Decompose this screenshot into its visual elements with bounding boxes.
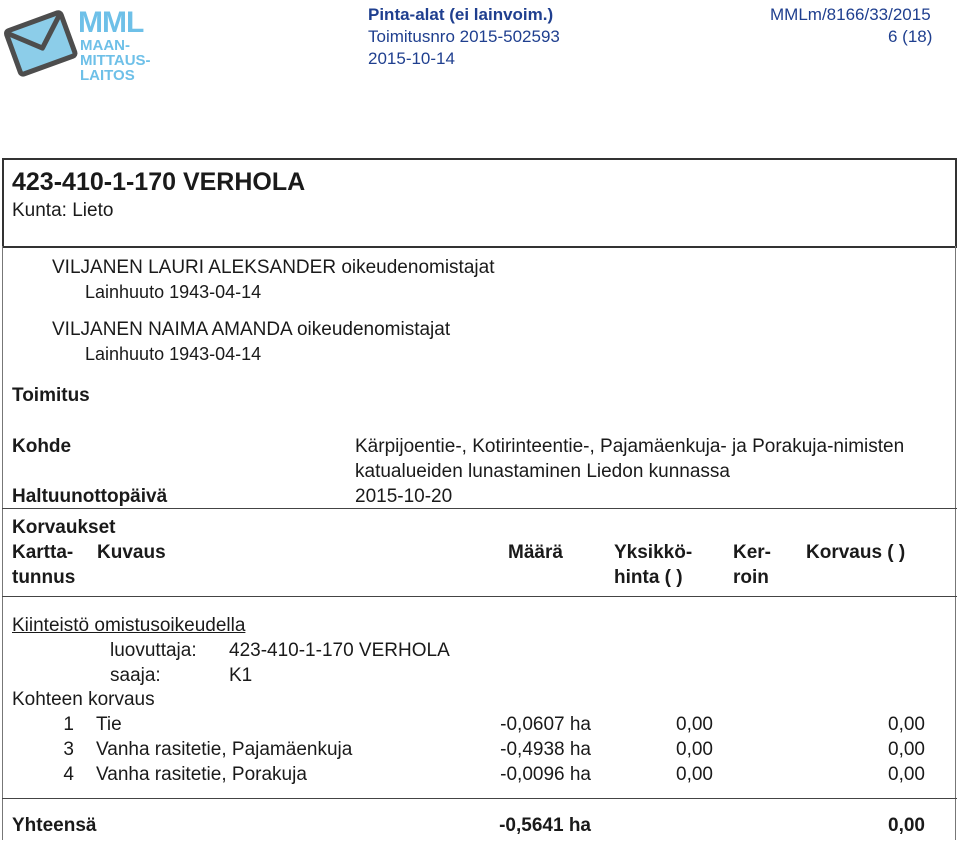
total-value: 0,00 <box>888 815 925 836</box>
row-unit-price: 0,00 <box>676 739 713 760</box>
haltuunotto-label: Haltuunottopäivä <box>12 486 168 507</box>
row-amount: -0,0607 ha <box>500 714 591 735</box>
owner-deed: Lainhuuto 1943-04-14 <box>85 282 262 302</box>
haltuunotto-value: 2015-10-20 <box>355 486 453 507</box>
property-title: 423-410-1-170 VERHOLA <box>12 168 306 196</box>
luovuttaja-value: 423-410-1-170 VERHOLA <box>229 640 450 661</box>
row-total: 0,00 <box>888 739 925 760</box>
logo-text-mml: MML <box>78 6 144 39</box>
kohde-value-line2: katualueiden lunastaminen Liedon kunnassa <box>355 461 730 482</box>
row-total: 0,00 <box>888 764 925 785</box>
row-unit-price: 0,00 <box>676 714 713 735</box>
col-korvaus: Korvaus ( ) <box>806 542 906 563</box>
property-kunta: Kunta: Lieto <box>12 200 114 221</box>
col-yksikko-2: hinta ( ) <box>614 567 683 588</box>
kohteen-korvaus-label: Kohteen korvaus <box>12 689 155 710</box>
col-maara: Määrä <box>508 542 563 563</box>
luovuttaja-label: luovuttaja: <box>110 640 197 661</box>
row-id: 4 <box>63 764 74 785</box>
section-divider <box>2 508 957 509</box>
col-kartta: Kartta- <box>12 542 74 563</box>
header-underline <box>2 596 957 597</box>
logo-text-1: MAAN- <box>80 37 130 54</box>
owner-name: VILJANEN LAURI ALEKSANDER oikeudenomistajat <box>52 257 495 278</box>
logo-envelope-icon <box>2 4 82 84</box>
logo-text-3: LAITOS <box>80 67 135 84</box>
owner-deed: Lainhuuto 1943-04-14 <box>85 344 262 364</box>
reference-number: MMLm/8166/33/2015 <box>770 5 931 24</box>
frame-left <box>2 246 3 840</box>
row-desc: Tie <box>96 714 122 735</box>
logo-text-2: MITTAUS- <box>80 52 151 69</box>
row-id: 1 <box>63 714 74 735</box>
owner-name: VILJANEN NAIMA AMANDA oikeudenomistajat <box>52 319 451 340</box>
row-desc: Vanha rasitetie, Porakuja <box>96 764 307 785</box>
header-date: 2015-10-14 <box>368 49 455 68</box>
row-amount: -0,0096 ha <box>500 764 591 785</box>
kohde-label: Kohde <box>12 436 72 457</box>
row-amount: -0,4938 ha <box>500 739 591 760</box>
frame-right <box>955 246 956 840</box>
col-ker-2: roin <box>733 567 769 588</box>
saaja-label: saaja: <box>110 665 161 686</box>
saaja-value: K1 <box>229 665 253 686</box>
korvaukset-title: Korvaukset <box>12 517 116 538</box>
total-label: Yhteensä <box>12 815 97 836</box>
col-ker: Ker- <box>733 542 772 563</box>
total-divider <box>2 798 957 799</box>
row-desc: Vanha rasitetie, Pajamäenkuja <box>96 739 353 760</box>
logo <box>0 0 160 92</box>
toimitus-label: Toimitus <box>12 385 90 406</box>
doc-title: Pinta-alat (ei lainvoim.) <box>368 5 554 24</box>
col-yksikko: Yksikkö- <box>614 542 693 563</box>
row-total: 0,00 <box>888 714 925 735</box>
row-unit-price: 0,00 <box>676 764 713 785</box>
section-title: Kiinteistö omistusoikeudella <box>12 615 246 636</box>
total-amount: -0,5641 ha <box>499 815 591 836</box>
kohde-value-line1: Kärpijoentie-, Kotirinteentie-, Pajamäenkuja- ja Porakuja-nimisten <box>355 436 905 457</box>
col-kartta-2: tunnus <box>12 567 76 588</box>
page-number: 6 (18) <box>888 27 933 46</box>
col-kuvaus: Kuvaus <box>97 542 166 563</box>
toimitusnro: Toimitusnro 2015-502593 <box>368 27 560 46</box>
row-id: 3 <box>63 739 74 760</box>
